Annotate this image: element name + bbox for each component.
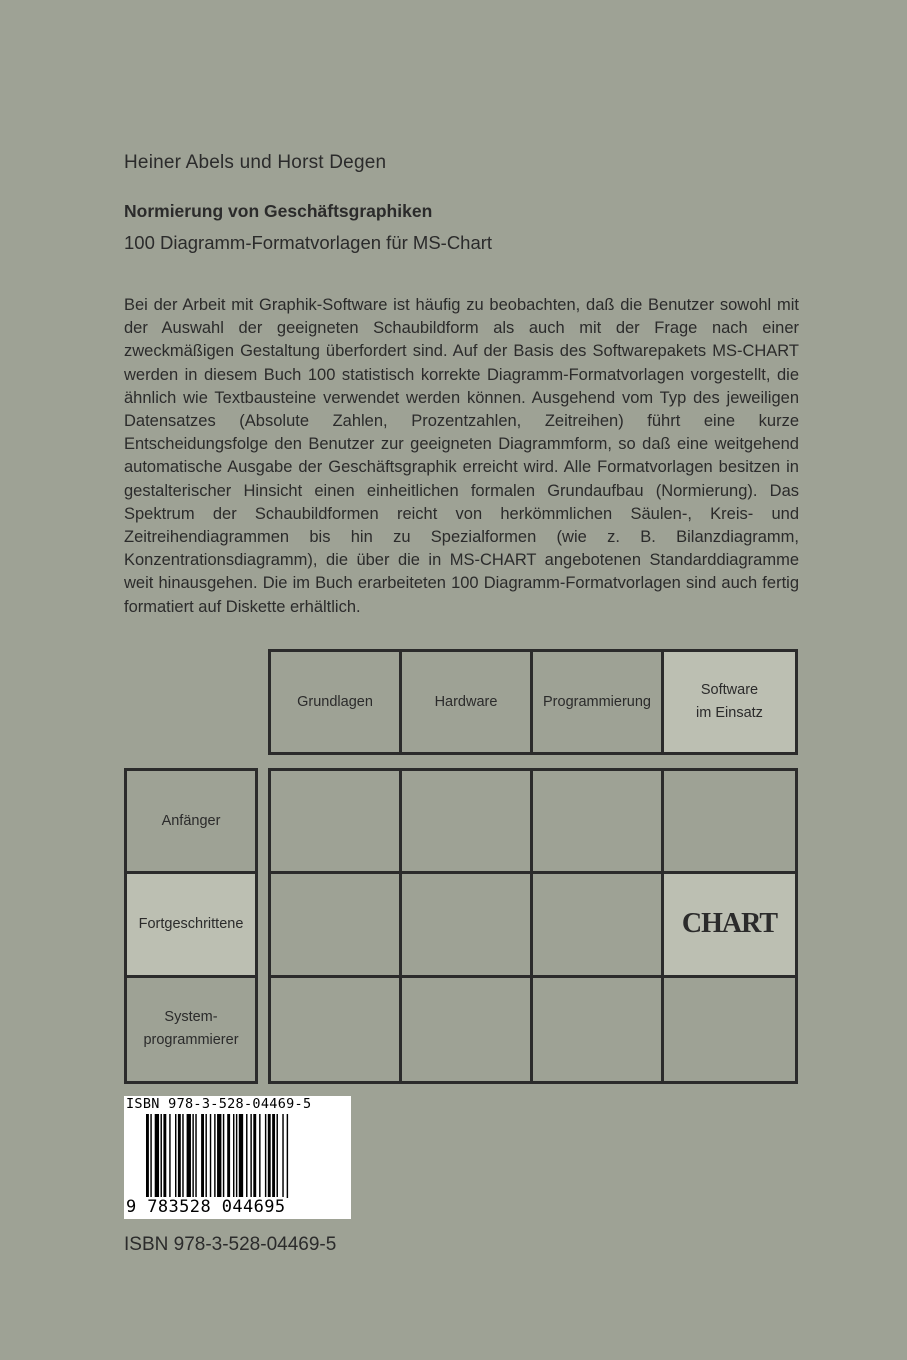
barcode-bar <box>175 1114 176 1198</box>
barcode-bar <box>246 1114 247 1198</box>
level-header-column <box>124 768 258 1084</box>
barcode-bar <box>169 1114 170 1198</box>
barcode-bar <box>192 1114 193 1198</box>
matrix-cell <box>271 874 402 977</box>
barcode-bar <box>155 1114 159 1198</box>
barcode-bar <box>201 1114 204 1198</box>
matrix-cell <box>402 978 533 1081</box>
matrix-cell <box>402 771 533 874</box>
barcode-bar <box>236 1114 237 1198</box>
row-anfaenger: Anfänger <box>127 771 255 874</box>
barcode-bar <box>163 1114 166 1198</box>
blurb-text: Bei der Arbeit mit Graphik-Software ist häufig zu beobachten, daß die Benutzer sowohl mit der Auswahl der geeigneten Schaubildform als auch mit der Frage nach einer zweckmäßigen Gestaltung überfordert sind. Auf der Basis des Softwarepakets MS-CHART werden in diesem Buch 100 statistisch korrekte Diagramm-Formatvorlagen vorgestellt, die ähnlich wie Textbausteine verwendet werden können. Ausgehend vom Typ des jeweiligen Datensatzes (Absolute Zahlen, Prozentzahlen, Zeitreihen) führt eine kurze Entscheidungsfolge den Benutzer zur geeigneten Diagrammform, so daß eine weitgehend automatische Ausgabe der Geschäftsgraphik erreicht wird. Alle Formatvorlagen besitzen in gestalterischer Hinsicht einen einheitlichen formalen Grundaufbau (Normierung). Das Spektrum der Schaubildformen reicht von herkömmlichen Säulen-, Kreis- und Zeitreihendiagrammen bis hin zu Spezialformen (wie z. B. Bilanzdiagramm, Konzentrationsdiagramm), die über die in MS-CHART angebotenen Standarddiagramme weit hinausgehen. Die im Buch erarbeiteten 100 Diagramm-Formatvorlagen sind auch fertig formatiert auf Diskette erhältlich. <box>124 296 799 616</box>
barcode-bar <box>161 1114 162 1198</box>
barcode-bar <box>253 1114 256 1198</box>
barcode-bar <box>217 1114 221 1198</box>
column-grundlagen: Grundlagen <box>271 652 402 752</box>
barcode-bar <box>227 1114 230 1198</box>
column-software-im-einsatz: Software im Einsatz <box>664 652 795 752</box>
matrix-cell <box>664 978 795 1081</box>
barcode-bar <box>205 1114 206 1198</box>
barcode-bar <box>195 1114 196 1198</box>
barcode-box <box>124 1096 351 1219</box>
barcode-bar <box>210 1114 211 1198</box>
row-systemprogrammierer: System- programmierer <box>143 1009 239 1049</box>
classification-matrix <box>268 768 798 1084</box>
barcode-digits: 9 783528 044695 <box>126 1197 286 1217</box>
barcode-bar <box>233 1114 234 1198</box>
barcode-bar <box>282 1114 283 1198</box>
column-hardware: Hardware <box>402 652 533 752</box>
barcode-isbn-text: ISBN 978-3-528-04469-5 <box>126 1096 312 1112</box>
barcode-bar <box>146 1114 149 1198</box>
book-title: Normierung von Geschäftsgraphiken <box>124 201 433 221</box>
matrix-cell-highlight <box>664 874 795 977</box>
matrix-cell <box>533 771 664 874</box>
column-programmierung: Programmierung <box>533 652 664 752</box>
barcode-bar <box>239 1114 243 1198</box>
barcode-bar <box>265 1114 266 1198</box>
matrix-cell <box>533 978 664 1081</box>
barcode-bar <box>272 1114 275 1198</box>
barcode-bar <box>268 1114 271 1198</box>
matrix-cell <box>402 874 533 977</box>
barcode-bar <box>277 1114 278 1198</box>
barcode-bar <box>259 1114 260 1198</box>
matrix-cell <box>271 771 402 874</box>
barcode-bar <box>214 1114 215 1198</box>
category-header-row <box>268 649 798 755</box>
barcode-bar <box>187 1114 191 1198</box>
matrix-cell <box>533 874 664 977</box>
barcode-bar <box>178 1114 181 1198</box>
barcode-bar <box>250 1114 251 1198</box>
row-fortgeschrittene: Fortgeschrittene <box>127 874 255 977</box>
barcode-bar <box>150 1114 151 1198</box>
barcode-bar <box>223 1114 224 1198</box>
chart-logo: CHART <box>681 908 778 940</box>
barcode-bar <box>287 1114 288 1198</box>
barcode-bar <box>182 1114 183 1198</box>
isbn-number: ISBN 978-3-528-04469-5 <box>124 1234 337 1255</box>
matrix-cell <box>664 771 795 874</box>
matrix-cell <box>271 978 402 1081</box>
barcode-bars <box>124 1114 351 1200</box>
book-subtitle: 100 Diagramm-Formatvorlagen für MS-Chart <box>124 232 493 253</box>
authors: Heiner Abels und Horst Degen <box>124 152 387 173</box>
